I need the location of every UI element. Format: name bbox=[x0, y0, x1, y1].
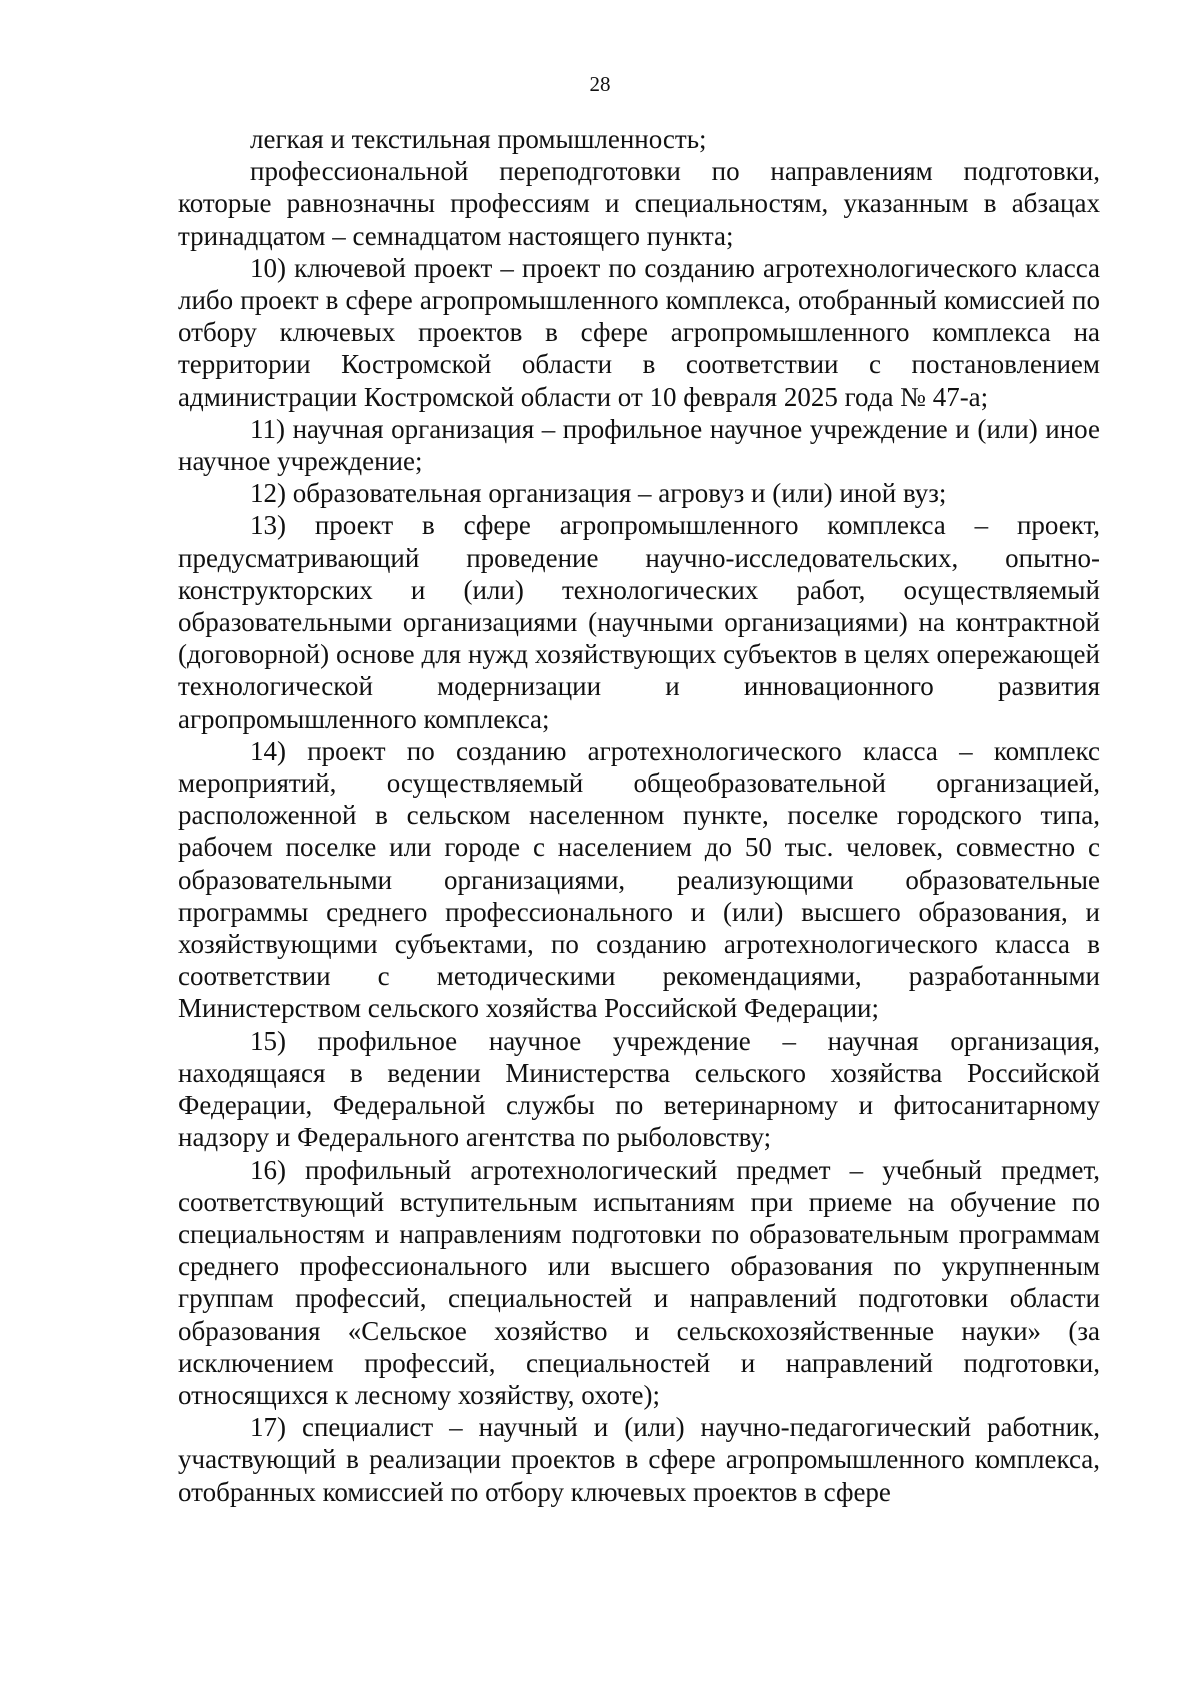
paragraph-definition-15: 15) профильное научное учреждение – научная организация, находящаяся в ведении Министерства сельского хозяйства Российской Федерации, Федеральной службы по ветеринарному и фитосанитарному надзору и Федерального агентства по рыболовству; bbox=[178, 1025, 1100, 1153]
document-body bbox=[178, 123, 1100, 1508]
page-number: 28 bbox=[589, 72, 611, 96]
paragraph-light-industry: легкая и текстильная промышленность; bbox=[250, 124, 707, 154]
paragraph-definition-13: 13) проект в сфере агропромышленного комплекса – проект, предусматривающий проведение научно-исследовательских, опытно-конструкторских и (или) технологических работ, осуществляемый образовательными организациями (научными организациями) на контрактной (договорной) основе для нужд хозяйствующих субъектов в целях опережающей технологической модернизации и инновационного развития агропромышленного комплекса; bbox=[178, 510, 1100, 734]
paragraph-definition-14: 14) проект по созданию агротехнологического класса – комплекс мероприятий, осуществляемый общеобразовательной организацией, расположенной в сельском населенном пункте, поселке городского типа, рабочем поселке или городе с населением до 50 тыс. человек, совместно с образовательными организациями, реализующими образовательные программы среднего профессионального и (или) высшего образования, и хозяйствующими субъектами, по созданию агротехнологического класса в соответствии с методическими рекомендациями, разработанными Министерством сельского хозяйства Российской Федерации; bbox=[178, 735, 1100, 1024]
paragraph-definition-16: 16) профильный агротехнологический предмет – учебный предмет, соответствующий вступительным испытаниям при приеме на обучение по специальностям и направлениям подготовки по образовательным программам среднего профессионального или высшего образования по укрупненным группам профессий, специальностей и направлений подготовки области образования «Сельское хозяйство и сельскохозяйственные науки» (за исключением профессий, специальностей и направлений подготовки, относящихся к лесному хозяйству, охоте); bbox=[178, 1154, 1100, 1410]
paragraph-definition-17: 17) специалист – научный и (или) научно-педагогический работник, участвующий в реализации проектов в сфере агропромышленного комплекса, отобранных комиссией по отбору ключевых проектов в сфере bbox=[178, 1412, 1100, 1507]
paragraph-definition-10: 10) ключевой проект – проект по созданию агротехнологического класса либо проект в сфере агропромышленного комплекса, отобранный комиссией по отбору ключевых проектов в сфере агропромышленного комплекса на территории Костромской области в соответствии с постановлением администрации Костромской области от 10 февраля 2025 года № 47-а; bbox=[178, 252, 1100, 412]
paragraph-definition-12: 12) образовательная организация – агровуз и (или) иной вуз; bbox=[250, 478, 947, 509]
paragraph-definition-11: 11) научная организация – профильное научное учреждение и (или) иное научное учреждение; bbox=[178, 413, 1100, 477]
paragraph-professional-retraining: профессиональной переподготовки по направлениям подготовки, которые равнозначны профессиям и специальностям, указанным в абзацах тринадцатом – семнадцатом настоящего пункта; bbox=[178, 156, 1100, 251]
